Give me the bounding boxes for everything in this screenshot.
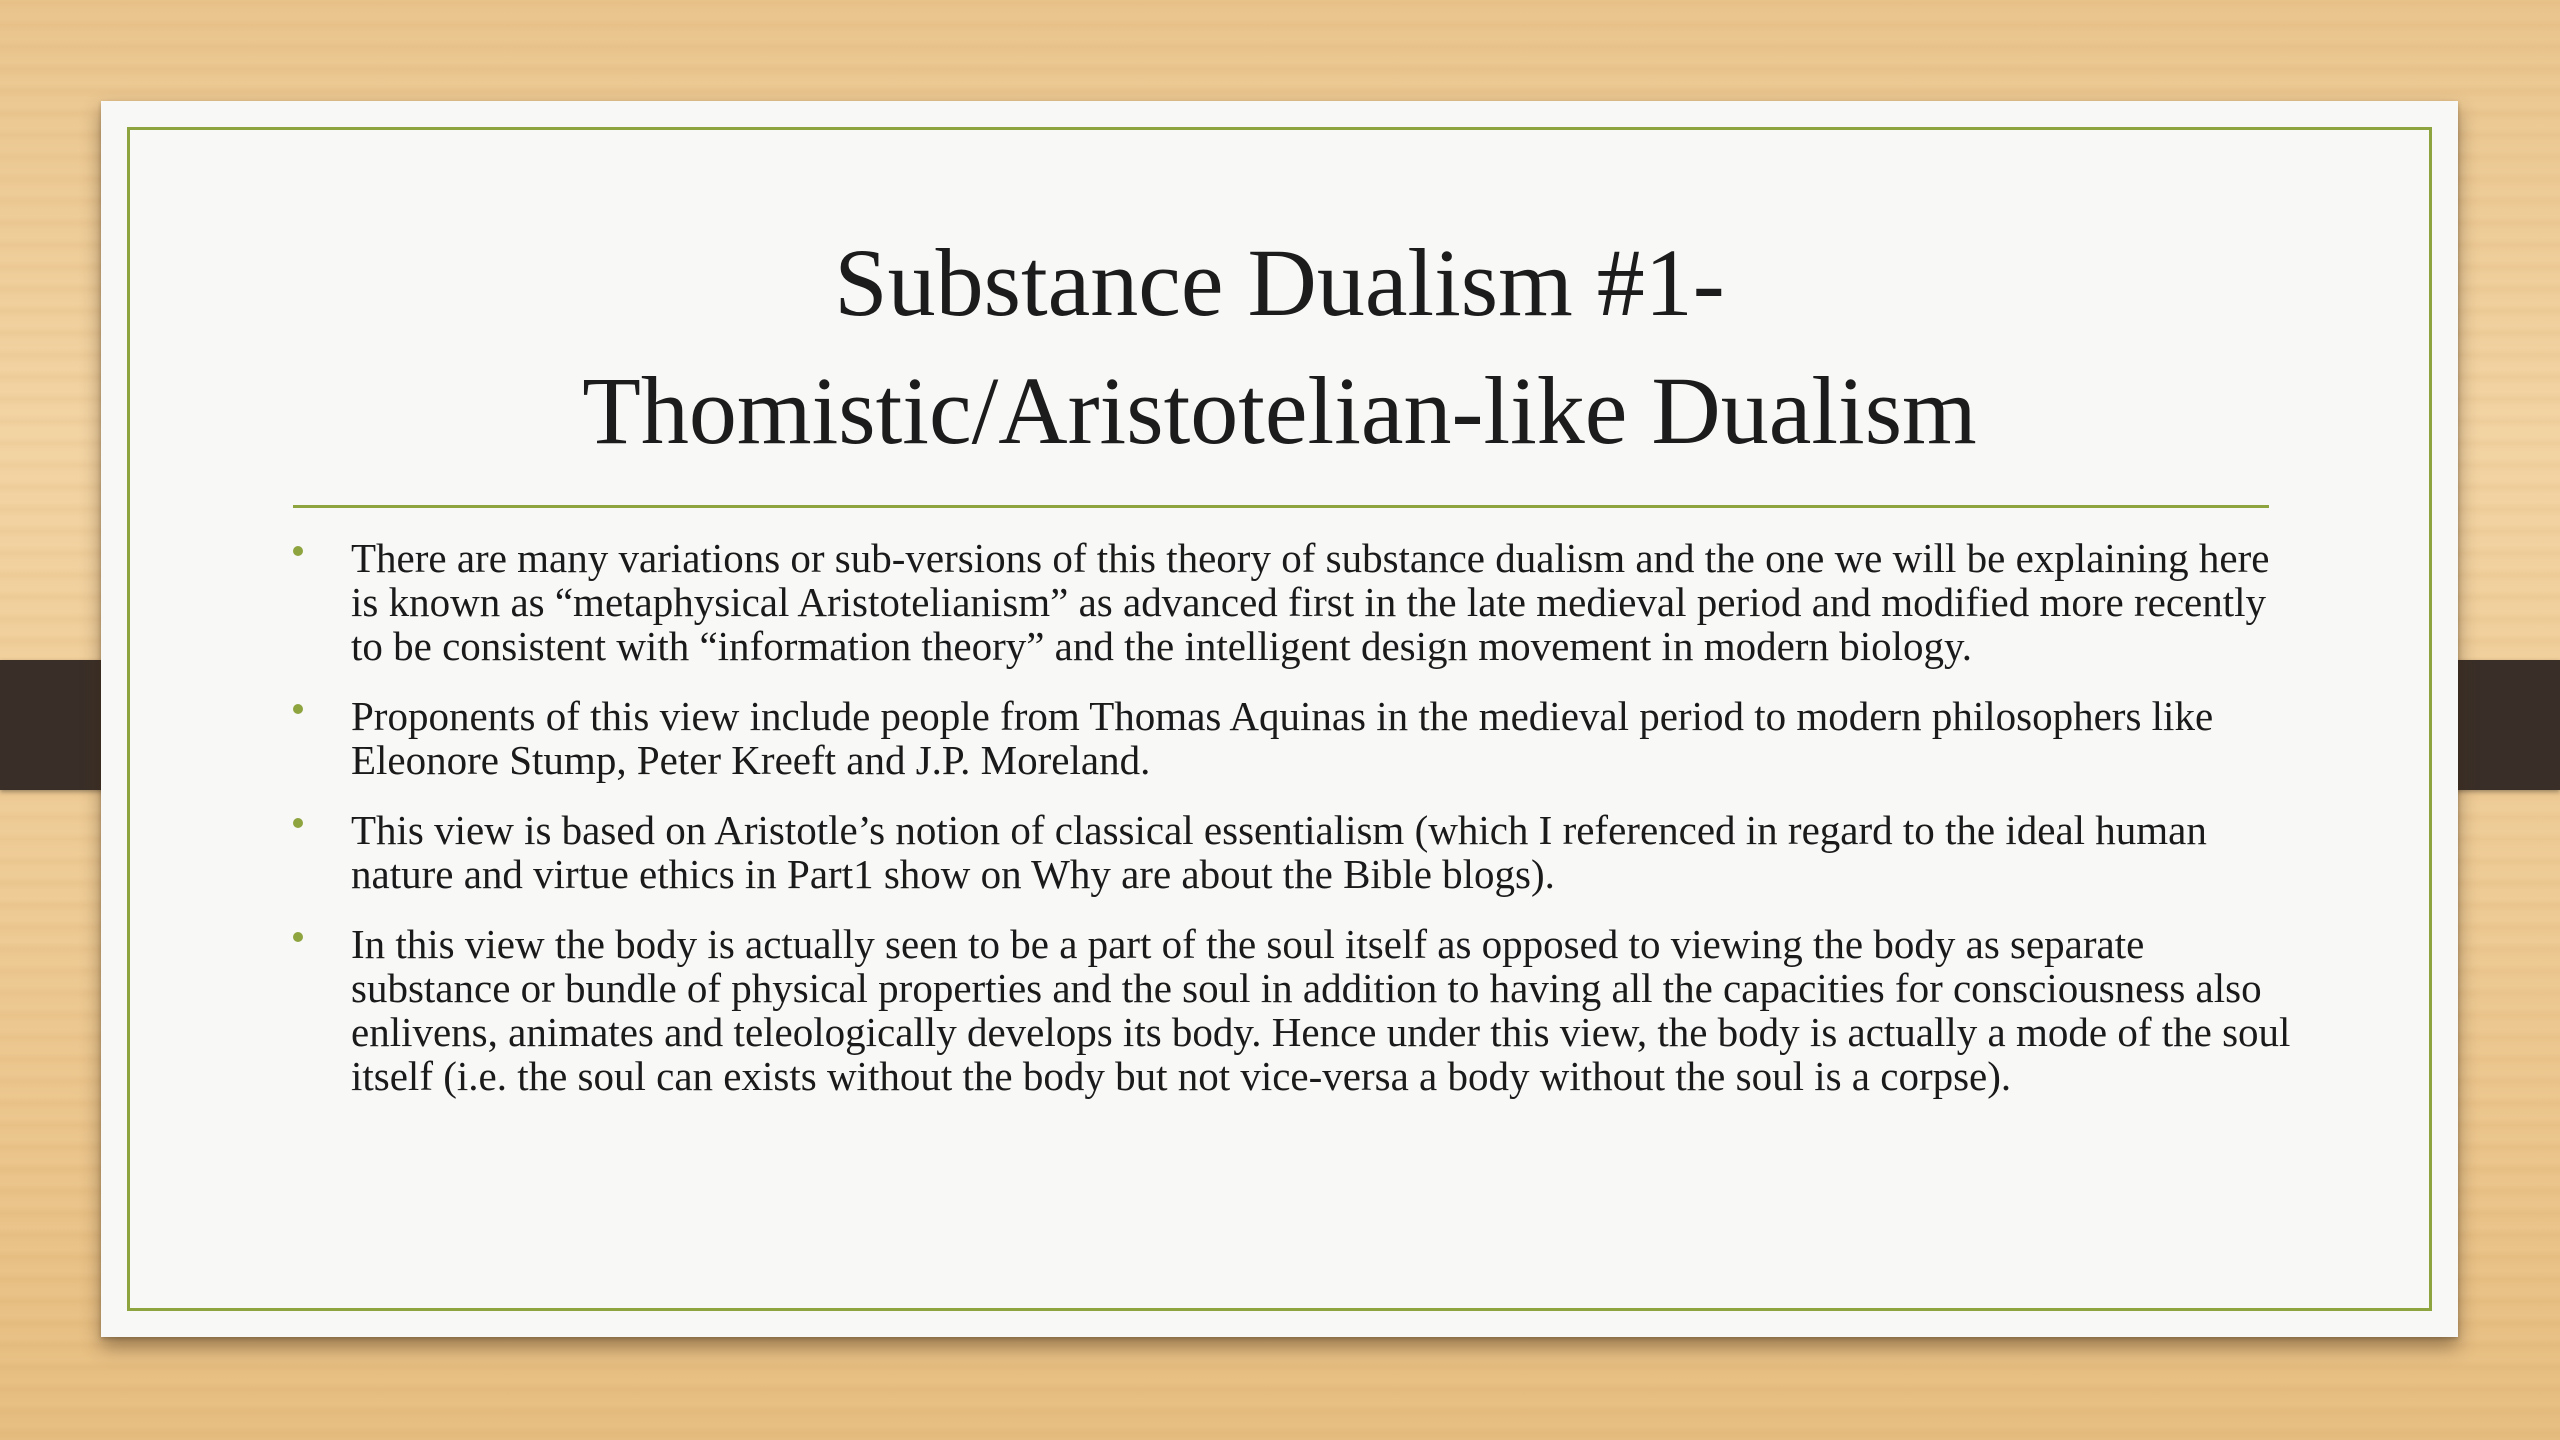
bullet-text: Proponents of this view include people from Thomas Aquinas in the medieval period to modern philosophers like Eleonore Stump, Peter Kreeft and J.P. Moreland. (351, 693, 2214, 783)
bullet-list (293, 536, 2293, 1124)
bullet-dot-icon (293, 704, 303, 714)
bullet-item (293, 922, 2293, 1098)
bullet-text: In this view the body is actually seen to be a part of the soul itself as opposed to viewing the body as separate substance or bundle of physical properties and the soul in addition to having all the capacities for consciousness also enlivens, animates and teleologically develops its body. Hence under this view, the body is actually a mode of the soul itself (i.e. the soul can exists without the body but not vice-versa a body without the soul is a corpse). (351, 921, 2291, 1099)
bullet-item (293, 536, 2293, 668)
slide-title (101, 219, 2458, 475)
bullet-item (293, 808, 2293, 896)
bullet-item (293, 694, 2293, 782)
bullet-text: This view is based on Aristotle’s notion of classical essentialism (which I referenced in regard to the ideal human nature and virtue ethics in Part1 show on Why are about the Bible blogs). (351, 807, 2207, 897)
bullet-text: There are many variations or sub-versions of this theory of substance dualism and the one we will be explaining here is known as “metaphysical Aristotelianism” as advanced first in the late medieval period and modified more recently to be consistent with “information theory” and the intelligent design movement in modern biology. (351, 535, 2270, 669)
bullet-dot-icon (293, 932, 303, 942)
bullet-dot-icon (293, 546, 303, 556)
bullet-dot-icon (293, 818, 303, 828)
slide-title-line-2: Thomistic/Aristotelian-like Dualism (582, 357, 1977, 464)
title-divider (293, 505, 2269, 508)
slide-title-line-1: Substance Dualism #1- (834, 229, 1725, 336)
slide (101, 101, 2458, 1337)
